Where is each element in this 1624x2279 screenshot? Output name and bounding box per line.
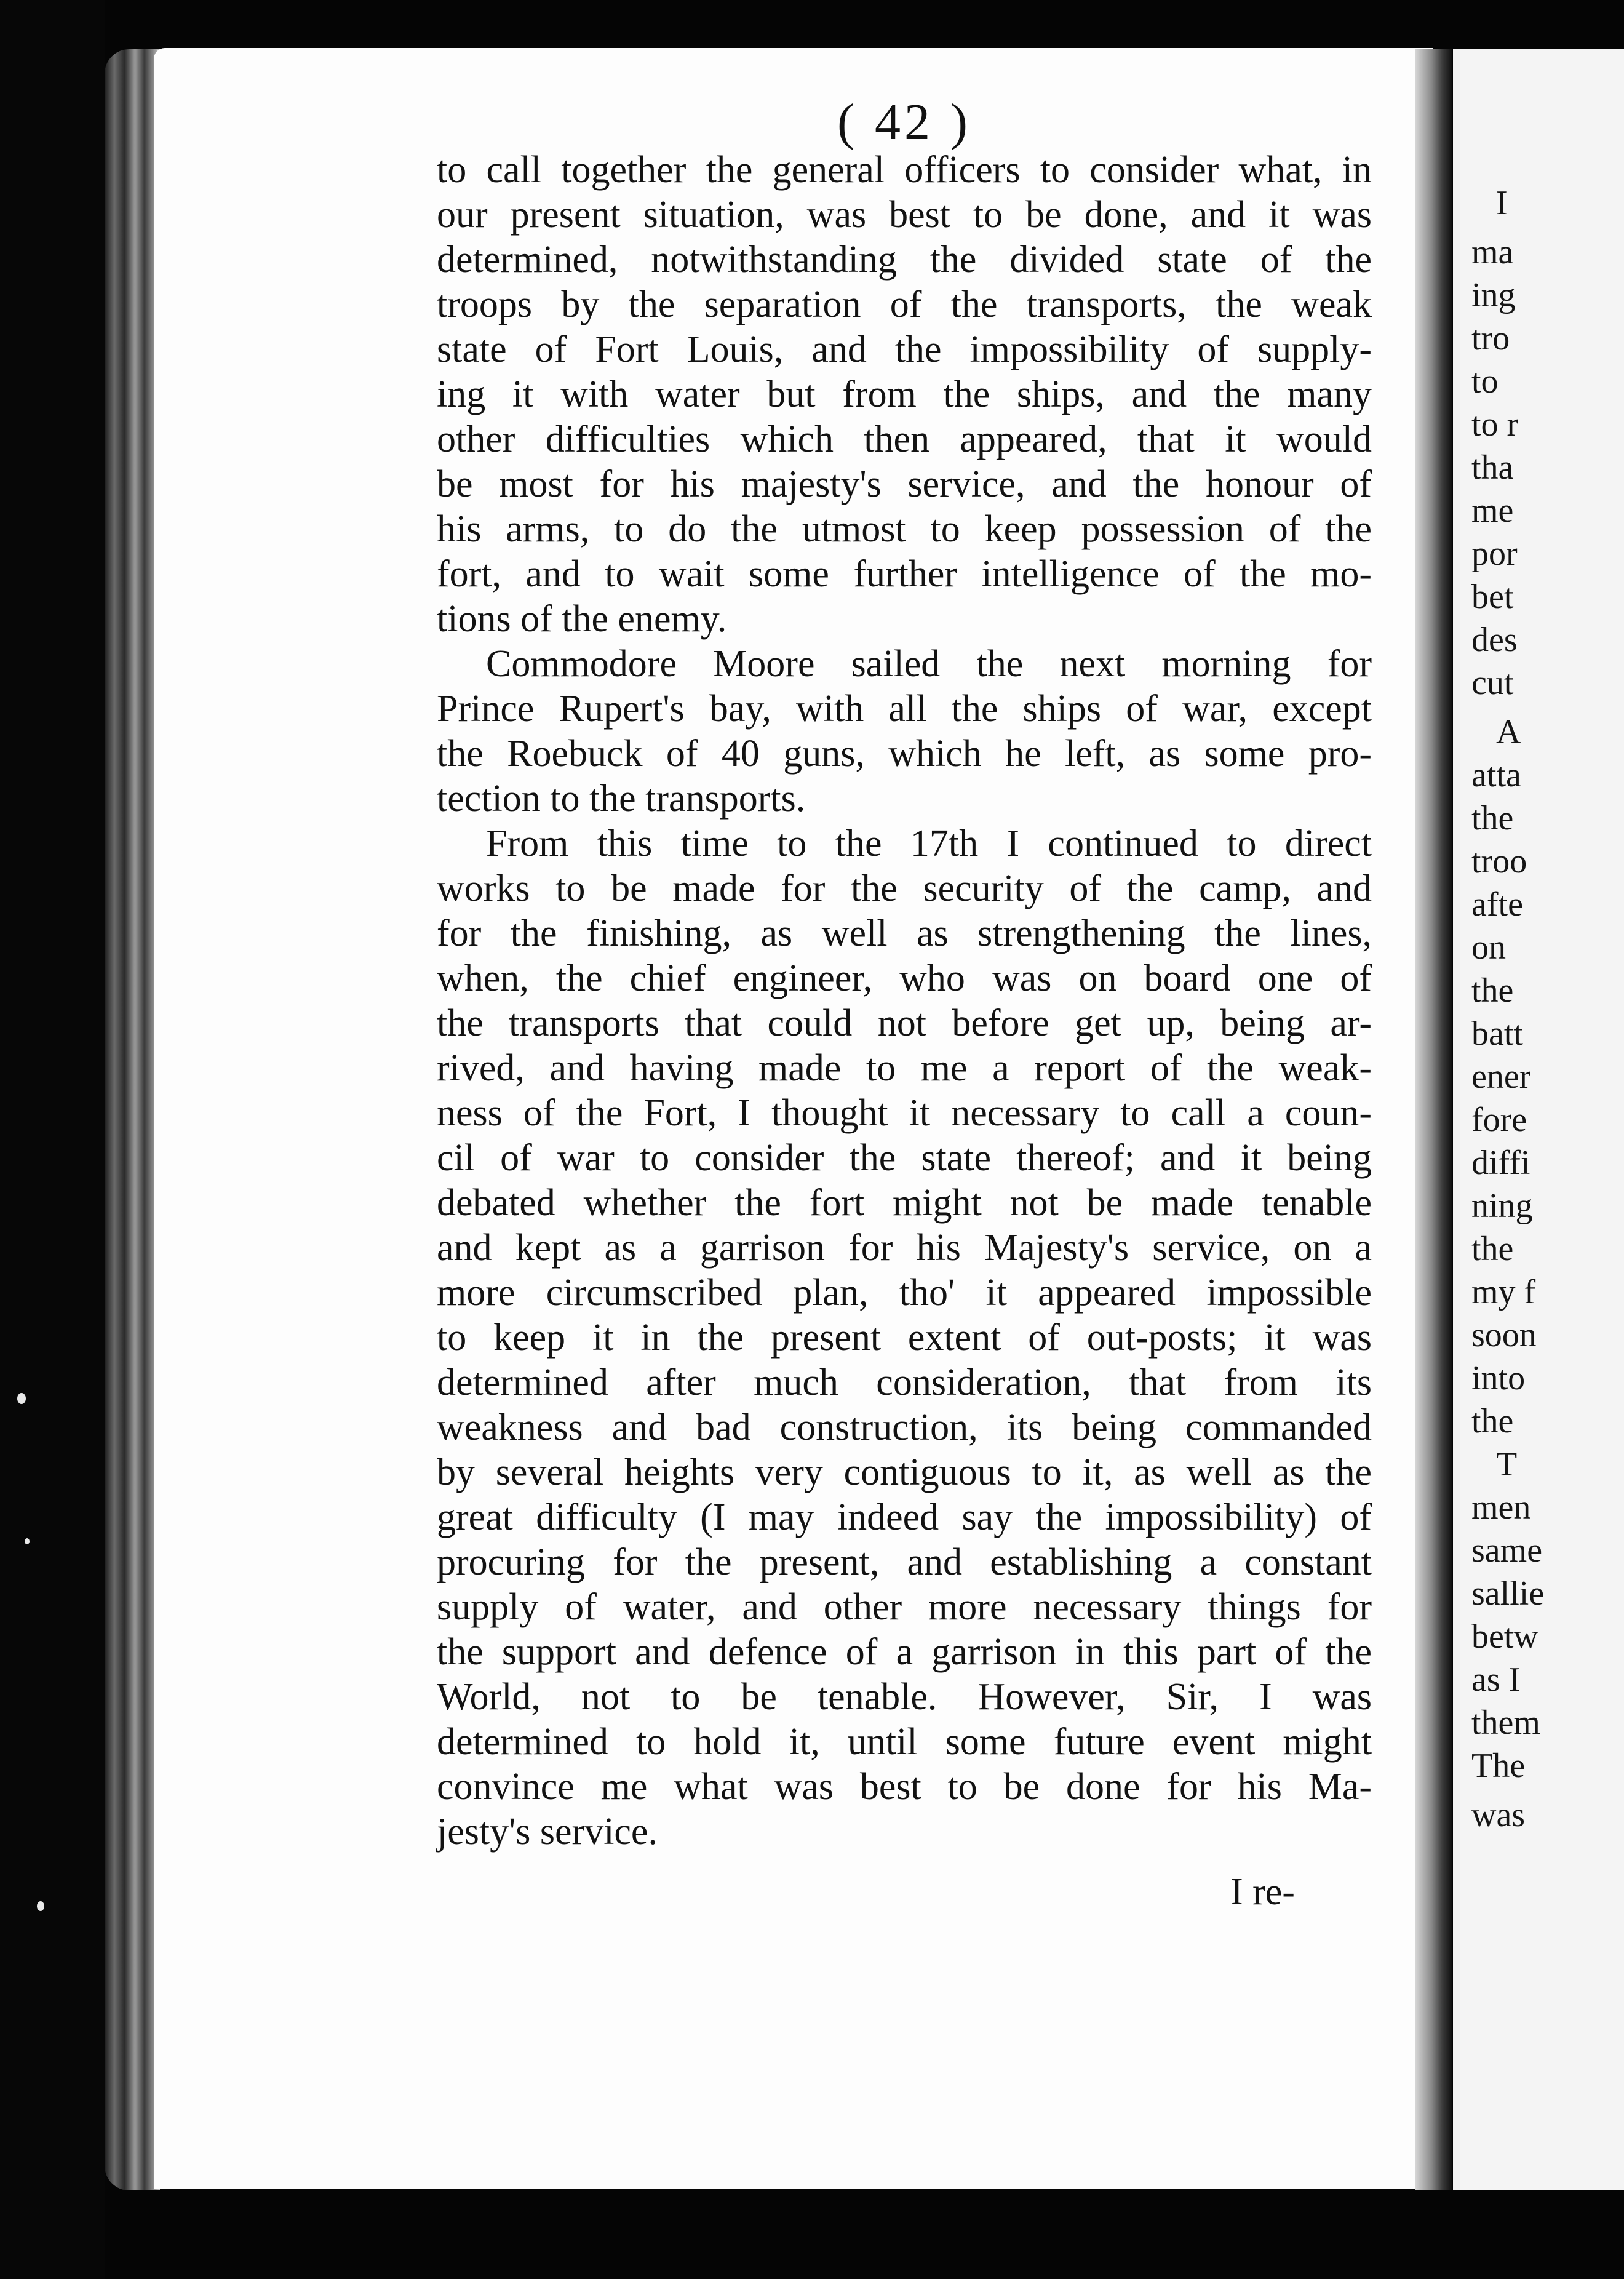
- scan-speck: [37, 1901, 44, 1911]
- text-line: convince me what was best to be done for his Ma-: [437, 1766, 1372, 1808]
- facing-page-line: them: [1471, 1704, 1540, 1742]
- scan-speck: [25, 1538, 30, 1544]
- page-number: ( 42 ): [837, 94, 971, 151]
- facing-page-line: was: [1471, 1796, 1526, 1834]
- facing-page-line: the: [1471, 1402, 1514, 1440]
- facing-page-line: por: [1471, 535, 1518, 573]
- text-line: rived, and having made to me a report of the weak-: [437, 1047, 1372, 1089]
- facing-page-line: into: [1471, 1359, 1526, 1397]
- facing-page-line: to r: [1471, 405, 1519, 444]
- facing-page-line: diffi: [1471, 1144, 1530, 1182]
- text-line: tection to the transports.: [437, 778, 806, 820]
- text-line: the Roebuck of 40 guns, which he left, as some pro-: [437, 733, 1372, 775]
- text-line: tions of the enemy.: [437, 598, 727, 640]
- facing-page-line: as I: [1471, 1661, 1521, 1699]
- text-line: to keep it in the present extent of out-posts; it was: [437, 1317, 1372, 1359]
- facing-page-line: afte: [1471, 885, 1523, 924]
- text-line: determined to hold it, until some future event might: [437, 1721, 1372, 1763]
- facing-page-line: fore: [1471, 1101, 1527, 1139]
- facing-page-line: ma: [1471, 233, 1514, 271]
- facing-page-line: atta: [1471, 756, 1521, 794]
- facing-page-line: tro: [1471, 319, 1510, 357]
- text-line: Prince Rupert's bay, with all the ships of war, except: [437, 688, 1372, 730]
- facing-page-line: troo: [1471, 842, 1527, 880]
- facing-page: [1453, 49, 1624, 2190]
- text-line: for the finishing, as well as strengthening the lines,: [437, 912, 1372, 954]
- facing-page-line: my f: [1471, 1273, 1536, 1311]
- text-line: and kept as a garrison for his Majesty's service, on a: [437, 1227, 1372, 1269]
- text-line: jesty's service.: [437, 1811, 658, 1853]
- text-line: cil of war to consider the state thereof; and it being: [437, 1137, 1372, 1179]
- facing-page-line: A: [1496, 713, 1521, 751]
- text-line: determined after much consideration, that from its: [437, 1362, 1372, 1403]
- text-line: the transports that could not before get up, being ar-: [437, 1002, 1372, 1044]
- body-text: [437, 148, 1372, 1854]
- scan-speck: [17, 1393, 26, 1404]
- facing-page-line: bet: [1471, 578, 1514, 616]
- text-line: ing it with water but from the ships, and the many: [437, 373, 1372, 415]
- facing-page-line: same: [1471, 1531, 1543, 1570]
- text-line: weakness and bad construction, its being commanded: [437, 1407, 1372, 1448]
- facing-page-line: I: [1496, 184, 1508, 222]
- facing-page-line: The: [1471, 1747, 1526, 1785]
- text-line: other difficulties which then appeared, that it would: [437, 418, 1372, 460]
- facing-page-line: batt: [1471, 1015, 1523, 1053]
- facing-page-line: ing: [1471, 276, 1516, 314]
- catchword: I re-: [1230, 1871, 1295, 1913]
- facing-page-line: tha: [1471, 449, 1514, 487]
- text-line: be most for his majesty's service, and the honour of: [437, 463, 1372, 505]
- text-line: his arms, to do the utmost to keep possession of the: [437, 508, 1372, 550]
- text-line: troops by the separation of the transports, the weak: [437, 284, 1372, 325]
- facing-page-line: the: [1471, 1230, 1514, 1268]
- facing-page-line: betw: [1471, 1618, 1538, 1656]
- paragraph-start: From this time to the 17th I continued to direct: [486, 823, 1372, 864]
- text-line: ness of the Fort, I thought it necessary to call a coun-: [437, 1092, 1372, 1134]
- text-line: debated whether the fort might not be made tenable: [437, 1182, 1372, 1224]
- text-line: the support and defence of a garrison in this part of the: [437, 1631, 1372, 1673]
- text-line: World, not to be tenable. However, Sir, I was: [437, 1676, 1372, 1718]
- scan-background-left: [0, 0, 105, 2279]
- book-gutter: [105, 49, 160, 2190]
- text-line: determined, notwithstanding the divided state of the: [437, 239, 1372, 281]
- page-edge-shadow: [1415, 49, 1452, 2190]
- text-line: great difficulty (I may indeed say the impossibility) of: [437, 1496, 1372, 1538]
- text-line: supply of water, and other more necessary things for: [437, 1586, 1372, 1628]
- text-line: more circumscribed plan, tho' it appeared impossible: [437, 1272, 1372, 1314]
- facing-page-line: men: [1471, 1488, 1531, 1527]
- text-line: to call together the general officers to consider what, in: [437, 149, 1372, 191]
- facing-page-line: cut: [1471, 664, 1514, 702]
- text-line: procuring for the present, and establishing a constant: [437, 1541, 1372, 1583]
- text-line: state of Fort Louis, and the impossibility of supply-: [437, 329, 1372, 370]
- text-line: by several heights very contiguous to it, as well as the: [437, 1451, 1372, 1493]
- facing-page-line: des: [1471, 621, 1518, 659]
- facing-page-line: on: [1471, 928, 1506, 967]
- paragraph-start: Commodore Moore sailed the next morning for: [486, 643, 1372, 685]
- facing-page-line: T: [1496, 1445, 1518, 1483]
- facing-page-line: to: [1471, 362, 1499, 401]
- facing-page-line: sallie: [1471, 1575, 1545, 1613]
- text-line: works to be made for the security of the camp, and: [437, 868, 1372, 909]
- facing-page-line: ener: [1471, 1058, 1531, 1096]
- text-line: our present situation, was best to be done, and it was: [437, 194, 1372, 236]
- text-line: when, the chief engineer, who was on board one of: [437, 957, 1372, 999]
- facing-page-line: me: [1471, 492, 1514, 530]
- facing-page-line: soon: [1471, 1316, 1537, 1354]
- facing-page-line: ning: [1471, 1187, 1533, 1225]
- facing-page-line: the: [1471, 799, 1514, 837]
- text-line: fort, and to wait some further intelligence of the mo-: [437, 553, 1372, 595]
- facing-page-line: the: [1471, 972, 1514, 1010]
